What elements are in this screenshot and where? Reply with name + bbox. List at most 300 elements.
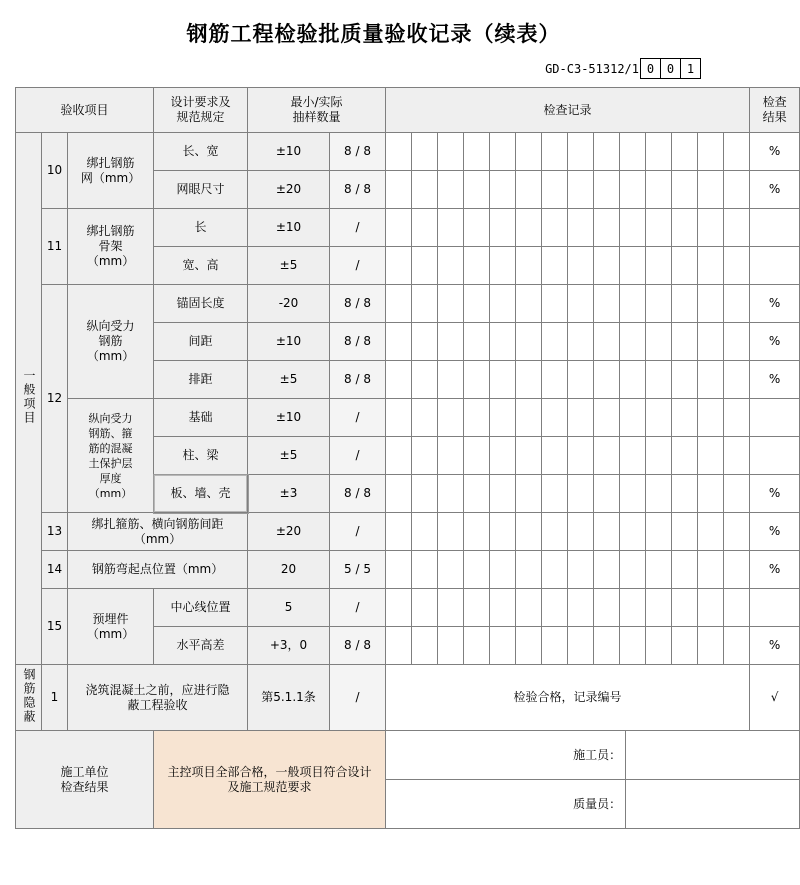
record-cell[interactable] xyxy=(568,171,594,209)
form-code-boxes xyxy=(641,58,701,79)
section-label-concealed: 钢筋隐蔽 xyxy=(16,665,42,731)
record-cell[interactable] xyxy=(516,209,542,247)
row-design: ±5 xyxy=(248,361,330,399)
row-design: ±5 xyxy=(248,437,330,475)
row-group: 纵向受力 钢筋 （mm） xyxy=(68,285,154,399)
row-design: ±20 xyxy=(248,171,330,209)
record-cell[interactable] xyxy=(542,551,568,589)
record-cell[interactable] xyxy=(672,323,698,361)
record-cell[interactable] xyxy=(438,399,464,437)
record-cell[interactable] xyxy=(568,399,594,437)
row-no: 14 xyxy=(42,551,68,589)
record-cell[interactable] xyxy=(724,209,750,247)
record-cell[interactable] xyxy=(542,513,568,551)
record-cell[interactable] xyxy=(646,551,672,589)
form-code xyxy=(0,58,747,87)
record-cell[interactable] xyxy=(412,437,438,475)
record-cell[interactable] xyxy=(646,589,672,627)
row-sub-selected[interactable]: 板、墙、壳 xyxy=(154,475,248,513)
record-cell[interactable] xyxy=(438,475,464,513)
record-cell[interactable] xyxy=(724,399,750,437)
record-cell[interactable] xyxy=(464,133,490,171)
record-cell[interactable] xyxy=(386,247,412,285)
record-cell[interactable] xyxy=(412,551,438,589)
row-result: % xyxy=(750,551,800,589)
footer-signatures xyxy=(386,731,800,829)
row-design: 20 xyxy=(248,551,330,589)
table-row xyxy=(16,285,800,323)
record-cell[interactable] xyxy=(516,323,542,361)
record-cell[interactable] xyxy=(542,627,568,665)
record-cell[interactable] xyxy=(594,475,620,513)
record-cell[interactable] xyxy=(672,361,698,399)
row-sample: 8 / 8 xyxy=(330,133,386,171)
row-sample: 8 / 8 xyxy=(330,323,386,361)
record-cell[interactable] xyxy=(386,209,412,247)
record-cell[interactable] xyxy=(698,361,724,399)
row-no: 10 xyxy=(42,133,68,209)
record-cell[interactable] xyxy=(386,133,412,171)
record-cell[interactable] xyxy=(542,361,568,399)
sign1-label: 施工员： xyxy=(386,731,626,780)
row-result: % xyxy=(750,513,800,551)
record-cell[interactable] xyxy=(464,513,490,551)
record-cell[interactable] xyxy=(594,551,620,589)
footer-row xyxy=(16,731,800,829)
record-cell[interactable] xyxy=(464,361,490,399)
record-cell[interactable] xyxy=(594,627,620,665)
record-cell[interactable] xyxy=(672,133,698,171)
row-design: ±3 xyxy=(248,475,330,513)
record-cell[interactable] xyxy=(438,627,464,665)
header-sample: 最小/实际 抽样数量 xyxy=(248,88,386,133)
record-cell[interactable] xyxy=(672,551,698,589)
row-sub: 网眼尺寸 xyxy=(154,171,248,209)
row-sub: 基础 xyxy=(154,399,248,437)
row-sample: / xyxy=(330,209,386,247)
record-cell[interactable] xyxy=(516,551,542,589)
concealed-item: 浇筑混凝土之前，应进行隐 蔽工程验收 xyxy=(68,665,248,731)
record-cell[interactable] xyxy=(594,285,620,323)
row-sample: 8 / 8 xyxy=(330,475,386,513)
record-cell[interactable] xyxy=(568,247,594,285)
row-sample: / xyxy=(330,247,386,285)
concealed-result: √ xyxy=(750,665,800,731)
record-cell[interactable] xyxy=(542,589,568,627)
record-cell[interactable] xyxy=(386,475,412,513)
record-cell[interactable] xyxy=(594,361,620,399)
record-cell[interactable] xyxy=(646,323,672,361)
row-sample: 8 / 8 xyxy=(330,361,386,399)
record-cell[interactable] xyxy=(646,399,672,437)
record-cell[interactable] xyxy=(490,475,516,513)
row-group: 预埋件 （mm） xyxy=(68,589,154,665)
record-cell[interactable] xyxy=(516,475,542,513)
record-cell[interactable] xyxy=(412,513,438,551)
record-cell[interactable] xyxy=(646,285,672,323)
row-group: 钢筋弯起点位置（mm） xyxy=(68,551,248,589)
record-cell[interactable] xyxy=(698,513,724,551)
record-cell[interactable] xyxy=(620,133,646,171)
row-result: % xyxy=(750,361,800,399)
row-sample: 8 / 8 xyxy=(330,285,386,323)
record-cell[interactable] xyxy=(594,589,620,627)
record-cell[interactable] xyxy=(412,399,438,437)
record-cell[interactable] xyxy=(542,209,568,247)
header-item: 验收项目 xyxy=(16,88,154,133)
record-cell[interactable] xyxy=(386,551,412,589)
record-cell[interactable] xyxy=(412,285,438,323)
record-cell[interactable] xyxy=(542,171,568,209)
record-cell[interactable] xyxy=(412,475,438,513)
record-cell[interactable] xyxy=(646,437,672,475)
record-cell[interactable] xyxy=(438,551,464,589)
record-cell[interactable] xyxy=(672,627,698,665)
record-cell[interactable] xyxy=(620,361,646,399)
record-cell[interactable] xyxy=(724,589,750,627)
record-cell[interactable] xyxy=(698,209,724,247)
page-title: 钢筋工程检验批质量验收记录（续表） xyxy=(186,22,561,46)
record-cell[interactable] xyxy=(438,437,464,475)
record-cell[interactable] xyxy=(672,513,698,551)
row-group: 绑扎箍筋、横向钢筋间距 （mm） xyxy=(68,513,248,551)
record-cell[interactable] xyxy=(724,285,750,323)
header-result: 检查 结果 xyxy=(750,88,800,133)
record-cell[interactable] xyxy=(646,133,672,171)
record-cell[interactable] xyxy=(386,323,412,361)
form-code-box: 0 xyxy=(640,58,661,79)
record-cell[interactable] xyxy=(568,285,594,323)
record-cell[interactable] xyxy=(672,475,698,513)
record-cell[interactable] xyxy=(594,133,620,171)
record-cell[interactable] xyxy=(568,475,594,513)
record-cell[interactable] xyxy=(698,323,724,361)
record-cell[interactable] xyxy=(698,399,724,437)
record-cell[interactable] xyxy=(594,209,620,247)
row-result xyxy=(750,247,800,285)
row-no: 15 xyxy=(42,589,68,665)
record-cell[interactable] xyxy=(516,437,542,475)
record-cell[interactable] xyxy=(672,589,698,627)
sign1-field[interactable] xyxy=(626,731,799,780)
row-sample: 8 / 8 xyxy=(330,627,386,665)
row-design: +3，0 xyxy=(248,627,330,665)
row-result xyxy=(750,399,800,437)
record-cell[interactable] xyxy=(490,399,516,437)
record-cell[interactable] xyxy=(386,285,412,323)
record-cell[interactable] xyxy=(464,285,490,323)
record-cell[interactable] xyxy=(438,285,464,323)
record-cell[interactable] xyxy=(594,437,620,475)
record-cell[interactable] xyxy=(542,437,568,475)
row-result xyxy=(750,589,800,627)
record-cell[interactable] xyxy=(464,399,490,437)
record-cell[interactable] xyxy=(438,133,464,171)
table-row xyxy=(16,589,800,627)
record-cell[interactable] xyxy=(620,551,646,589)
row-sub: 宽、高 xyxy=(154,247,248,285)
row-group: 绑扎钢筋 网（mm） xyxy=(68,133,154,209)
record-cell[interactable] xyxy=(542,399,568,437)
record-cell[interactable] xyxy=(594,247,620,285)
row-result: % xyxy=(750,285,800,323)
record-cell[interactable] xyxy=(568,627,594,665)
row-sub: 水平高差 xyxy=(154,627,248,665)
record-cell[interactable] xyxy=(620,209,646,247)
record-cell[interactable] xyxy=(490,361,516,399)
record-cell[interactable] xyxy=(724,133,750,171)
sign2-label: 质量员： xyxy=(573,796,622,811)
record-cell[interactable] xyxy=(620,247,646,285)
record-cell[interactable] xyxy=(464,627,490,665)
record-cell[interactable] xyxy=(646,627,672,665)
record-cell[interactable] xyxy=(516,589,542,627)
record-cell[interactable] xyxy=(646,361,672,399)
record-cell[interactable] xyxy=(568,323,594,361)
row-design: ±10 xyxy=(248,323,330,361)
record-cell[interactable] xyxy=(516,513,542,551)
record-cell[interactable] xyxy=(698,551,724,589)
table-header-row xyxy=(16,88,800,133)
record-cell[interactable] xyxy=(412,171,438,209)
record-cell[interactable] xyxy=(542,475,568,513)
record-cell[interactable] xyxy=(516,247,542,285)
row-no: 11 xyxy=(42,209,68,285)
record-cell[interactable] xyxy=(412,627,438,665)
row-result: % xyxy=(750,627,800,665)
header-record: 检查记录 xyxy=(386,88,750,133)
row-sample: 8 / 8 xyxy=(330,171,386,209)
inspection-table xyxy=(15,87,800,829)
record-cell[interactable] xyxy=(490,513,516,551)
record-cell[interactable] xyxy=(620,475,646,513)
record-cell[interactable] xyxy=(568,513,594,551)
header-design: 设计要求及 规范规定 xyxy=(154,88,248,133)
row-sub: 排距 xyxy=(154,361,248,399)
record-cell[interactable] xyxy=(516,285,542,323)
record-cell[interactable] xyxy=(464,437,490,475)
footer-conclusion: 主控项目全部合格，一般项目符合设计 及施工规范要求 xyxy=(154,731,386,829)
row-sub: 间距 xyxy=(154,323,248,361)
record-cell[interactable] xyxy=(412,323,438,361)
record-cell[interactable] xyxy=(698,247,724,285)
row-design: -20 xyxy=(248,285,330,323)
row-result: % xyxy=(750,475,800,513)
row-no: 1 xyxy=(42,665,68,731)
record-cell[interactable] xyxy=(386,627,412,665)
record-cell[interactable] xyxy=(672,209,698,247)
record-cell[interactable] xyxy=(542,285,568,323)
section-label-general: 一般项目 xyxy=(16,133,42,665)
row-result: % xyxy=(750,133,800,171)
record-cell[interactable] xyxy=(724,513,750,551)
table-row xyxy=(16,133,800,171)
record-cell[interactable] xyxy=(516,133,542,171)
record-cell[interactable] xyxy=(672,171,698,209)
row-sub: 锚固长度 xyxy=(154,285,248,323)
record-cell[interactable] xyxy=(620,589,646,627)
record-cell[interactable] xyxy=(412,209,438,247)
record-cell[interactable] xyxy=(490,627,516,665)
record-cell[interactable] xyxy=(620,627,646,665)
record-cell[interactable] xyxy=(464,247,490,285)
record-cell[interactable] xyxy=(646,209,672,247)
record-cell[interactable] xyxy=(698,171,724,209)
record-cell[interactable] xyxy=(724,551,750,589)
record-cell[interactable] xyxy=(672,399,698,437)
record-cell[interactable] xyxy=(438,171,464,209)
record-cell[interactable] xyxy=(620,285,646,323)
record-cell[interactable] xyxy=(490,285,516,323)
table-row xyxy=(16,209,800,247)
record-cell[interactable] xyxy=(412,133,438,171)
record-cell[interactable] xyxy=(698,627,724,665)
table-row xyxy=(16,399,800,437)
form-code-text: GD-C3-51312/1 xyxy=(545,61,639,76)
record-cell[interactable] xyxy=(438,209,464,247)
record-cell[interactable] xyxy=(698,589,724,627)
record-cell[interactable] xyxy=(698,133,724,171)
row-group: 绑扎钢筋 骨架 （mm） xyxy=(68,209,154,285)
record-cell[interactable] xyxy=(438,589,464,627)
record-cell[interactable] xyxy=(516,171,542,209)
record-cell[interactable] xyxy=(594,323,620,361)
record-cell[interactable] xyxy=(438,247,464,285)
record-cell[interactable] xyxy=(438,323,464,361)
record-cell[interactable] xyxy=(412,589,438,627)
record-cell[interactable] xyxy=(516,399,542,437)
record-cell[interactable] xyxy=(724,437,750,475)
row-sample: 5 / 5 xyxy=(330,551,386,589)
record-cell[interactable] xyxy=(490,589,516,627)
record-cell[interactable] xyxy=(542,247,568,285)
record-cell[interactable] xyxy=(594,171,620,209)
row-sample: / xyxy=(330,399,386,437)
row-design: ±5 xyxy=(248,247,330,285)
row-result: % xyxy=(750,323,800,361)
record-cell[interactable] xyxy=(568,551,594,589)
record-cell[interactable] xyxy=(412,361,438,399)
table-row xyxy=(16,551,800,589)
record-cell[interactable] xyxy=(490,133,516,171)
record-cell[interactable] xyxy=(490,437,516,475)
record-cell[interactable] xyxy=(646,171,672,209)
record-cell[interactable] xyxy=(464,475,490,513)
record-cell[interactable] xyxy=(438,361,464,399)
row-result xyxy=(750,209,800,247)
concealed-sample: / xyxy=(330,665,386,731)
row-design: 5 xyxy=(248,589,330,627)
row-design: ±20 xyxy=(248,513,330,551)
record-cell[interactable] xyxy=(568,209,594,247)
table-row xyxy=(16,513,800,551)
record-cell[interactable] xyxy=(698,475,724,513)
record-cell[interactable] xyxy=(490,247,516,285)
form-code-box: 1 xyxy=(680,58,701,79)
record-cell[interactable] xyxy=(568,589,594,627)
row-result xyxy=(750,437,800,475)
record-cell[interactable] xyxy=(490,323,516,361)
record-cell[interactable] xyxy=(620,513,646,551)
row-result: % xyxy=(750,171,800,209)
record-cell[interactable] xyxy=(568,133,594,171)
record-cell[interactable] xyxy=(594,399,620,437)
record-cell[interactable] xyxy=(386,589,412,627)
row-sub: 长、宽 xyxy=(154,133,248,171)
record-cell[interactable] xyxy=(594,513,620,551)
record-cell[interactable] xyxy=(646,513,672,551)
record-cell[interactable] xyxy=(724,171,750,209)
record-cell[interactable] xyxy=(386,513,412,551)
record-cell[interactable] xyxy=(724,323,750,361)
record-cell[interactable] xyxy=(724,627,750,665)
row-sub: 柱、梁 xyxy=(154,437,248,475)
record-cell[interactable] xyxy=(542,133,568,171)
record-cell[interactable] xyxy=(516,361,542,399)
record-cell[interactable] xyxy=(438,513,464,551)
record-cell[interactable] xyxy=(724,247,750,285)
row-no: 12 xyxy=(42,285,68,513)
record-cell[interactable] xyxy=(412,247,438,285)
footer-left-label: 施工单位 检查结果 xyxy=(16,731,154,829)
row-design: ±10 xyxy=(248,399,330,437)
record-cell[interactable] xyxy=(464,171,490,209)
row-no: 13 xyxy=(42,513,68,551)
record-cell[interactable] xyxy=(464,589,490,627)
row-group: 纵向受力 钢筋、箍 筋的混凝 土保护层 厚度 （mm） xyxy=(68,399,154,513)
row-sample: / xyxy=(330,437,386,475)
record-cell[interactable] xyxy=(490,551,516,589)
record-cell[interactable] xyxy=(464,551,490,589)
form-code-box: 0 xyxy=(660,58,681,79)
row-design: ±10 xyxy=(248,133,330,171)
record-cell[interactable] xyxy=(698,285,724,323)
row-design: ±10 xyxy=(248,209,330,247)
row-sample: / xyxy=(330,513,386,551)
record-cell[interactable] xyxy=(646,247,672,285)
concealed-row xyxy=(16,665,800,731)
record-cell[interactable] xyxy=(620,437,646,475)
record-cell[interactable] xyxy=(672,247,698,285)
record-cell[interactable] xyxy=(568,437,594,475)
row-sub: 长 xyxy=(154,209,248,247)
record-cell[interactable] xyxy=(620,171,646,209)
record-cell[interactable] xyxy=(646,475,672,513)
record-cell[interactable] xyxy=(724,361,750,399)
record-cell[interactable] xyxy=(698,437,724,475)
record-cell[interactable] xyxy=(620,399,646,437)
concealed-record[interactable]: 检验合格，记录编号 xyxy=(386,665,750,731)
record-cell[interactable] xyxy=(386,361,412,399)
record-cell[interactable] xyxy=(386,171,412,209)
record-cell[interactable] xyxy=(672,285,698,323)
record-cell[interactable] xyxy=(724,475,750,513)
record-cell[interactable] xyxy=(672,437,698,475)
row-sample: / xyxy=(330,589,386,627)
record-cell[interactable] xyxy=(516,627,542,665)
record-cell[interactable] xyxy=(386,399,412,437)
record-cell[interactable] xyxy=(490,209,516,247)
record-cell[interactable] xyxy=(464,209,490,247)
record-cell[interactable] xyxy=(620,323,646,361)
record-cell[interactable] xyxy=(568,361,594,399)
sign2-field[interactable] xyxy=(626,780,799,829)
record-cell[interactable] xyxy=(490,171,516,209)
record-cell[interactable] xyxy=(386,437,412,475)
record-cell[interactable] xyxy=(464,323,490,361)
record-cell[interactable] xyxy=(542,323,568,361)
concealed-design: 第5.1.1条 xyxy=(248,665,330,731)
